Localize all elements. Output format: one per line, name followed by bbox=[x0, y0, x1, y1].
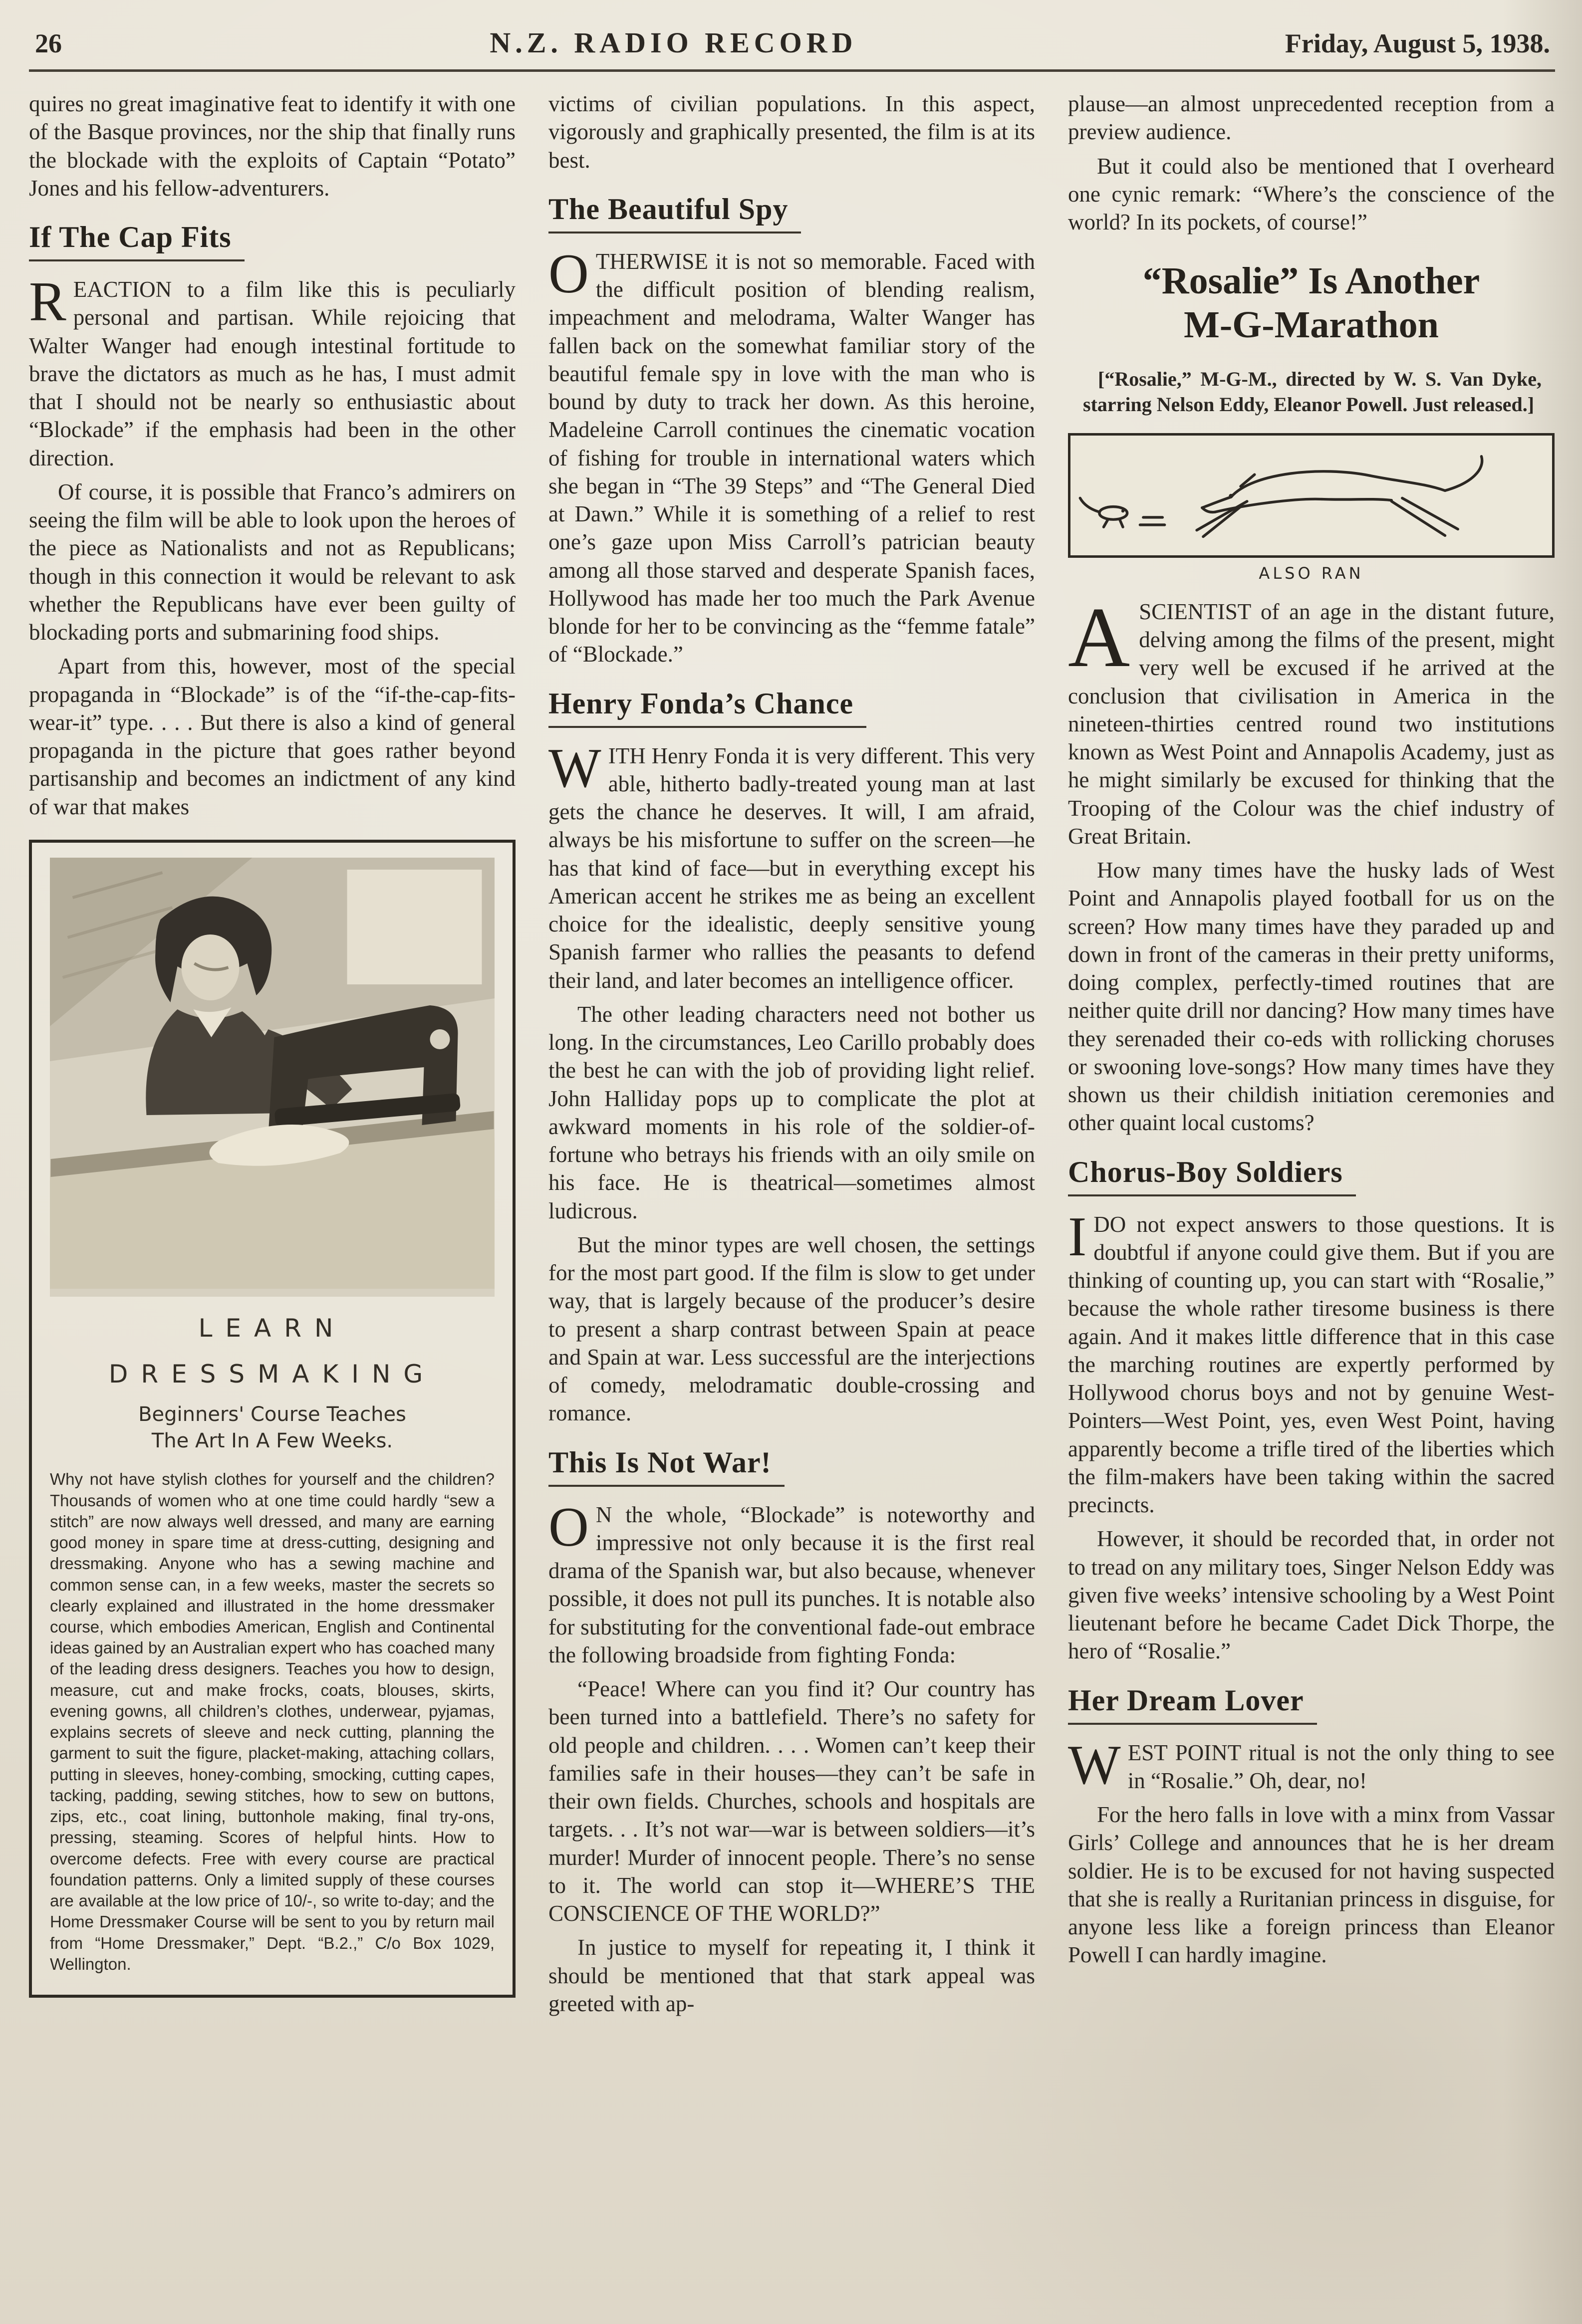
column-1 bbox=[29, 90, 516, 2024]
dropcap-letter: I bbox=[1068, 1205, 1087, 1268]
paragraph-continuation: quires no great imaginative feat to identify it with one of the Basque provinces, nor the ship that finally runs the blockade with the exploits of Captain “Potato” Jones and his fellow-adventurers. bbox=[29, 91, 516, 201]
paragraph bbox=[1068, 1734, 1555, 1796]
dropcap-letter: A bbox=[1068, 590, 1130, 685]
paragraph-text: N the whole, “Blockade” is noteworthy and impressive not only because it is the first real drama of the Spanish war, but also because, whenever possible, it does not pull its punches. It is notable also for substituting for the conventional fade-out embrace the following broadside from fighting Fonda: bbox=[548, 1502, 1035, 1667]
paragraph: Apart from this, however, most of the special propaganda in “Blockade” is of the “if-the-cap-fits-wear-it” type. . . . But there is also a kind of general propaganda in the picture that goes rather beyond partisanship and becomes an indictment of any kind of war that makes bbox=[29, 654, 516, 819]
paragraph-continuation: victims of civilian populations. In this aspect, vigorously and graphically presented, the film is at its best. bbox=[548, 91, 1035, 173]
paragraph bbox=[1068, 1205, 1555, 1519]
ad-subtitle-line2: The Art In A Few Weeks. bbox=[151, 1429, 393, 1452]
dressmaking-advertisement bbox=[29, 840, 516, 1998]
heading-text: The Beautiful Spy bbox=[548, 192, 801, 233]
heading-henry-fondas-chance bbox=[548, 687, 1035, 728]
paragraph: But it could also be mentioned that I overheard one cynic remark: “Where’s the conscience of the world? In its pockets, of course!” bbox=[1068, 153, 1555, 234]
article-columns bbox=[29, 90, 1555, 2024]
running-dog-cartoon-drawing bbox=[1070, 436, 1552, 555]
cartoon-caption: ALSO RAN bbox=[1259, 563, 1364, 583]
feature-heading-rosalie bbox=[1068, 259, 1555, 347]
heading-her-dream-lover bbox=[1068, 1683, 1555, 1725]
paragraph-quote: “Peace! Where can you find it? Our country has been turned into a battlefield. There’s no safety for old people and children. . . . Women can’t keep their families safe in their houses—they can’t be safe in their own fields. Churches, schools and hospitals are targets. . . It’s not war—war is between soldiers—it’s murder! Murder of innocent people. There’s no sense to it. The world can stop it—WHERE’S THE CONSCIENCE OF THE WORLD?” bbox=[548, 1676, 1035, 1926]
paragraph bbox=[29, 271, 516, 472]
column-2 bbox=[548, 90, 1035, 2024]
ad-subtitle-line1: Beginners' Course Teaches bbox=[138, 1402, 406, 1426]
paragraph bbox=[548, 737, 1035, 994]
film-credit-block: [“Rosalie,” M-G-M., directed by W. S. Van Dyke, starring Nelson Eddy, Eleanor Powell. Just released.] bbox=[1083, 367, 1542, 416]
paragraph bbox=[1068, 590, 1555, 850]
issue-date: Friday, August 5, 1938. bbox=[1285, 28, 1550, 58]
paragraph: How many times have the husky lads of West Point and Annapolis played football for us on the screen? How many times have they paraded up and down in front of the cameras in their pretty uniforms, doing complex, perfectly-timed routines that are neither quite drill nor dancing? How many times have they serenaded their co-eds with rollicking choruses or swooning love-songs? How many times have they shown us their childish initiation ceremonies and other quaint local customs? bbox=[1068, 858, 1555, 1136]
paragraph: However, it should be recorded that, in order not to tread on any military toes, Singer Nelson Eddy was given five weeks’ intensive schooling by a West Point lieutenant before he became Cadet Dick Thorpe, the hero of “Rosalie.” bbox=[1068, 1526, 1555, 1664]
paragraph: But the minor types are well chosen, the settings for the most part good. If the film is slow to get under way, that is largely because of the producer’s desire to present a sharp contrast between Spain at peace and Spain at war. Less successful are the interjections of comedy, melodramatic double-crossing and romance. bbox=[548, 1232, 1035, 1426]
paragraph-text: THERWISE it is not so memorable. Faced with the difficult position of blending realism, impeachment and melodrama, Walter Wanger has fallen back on the somewhat familiar story of the beautiful female spy in love with the man who is bound by duty to track her down. As this heroine, Madeleine Carroll continues the cinematic vocation of fishing for trouble in international waters which she began in “The 39 Steps” and “The General Died at Dawn.” While it is something of a relief to rest one’s gaze upon Miss Carroll’s patrician beauty among all those starved and desperate Spanish faces, Hollywood has made her too much the Park Avenue blonde for her to be convincing as the “femme fatale” of “Blockade.” bbox=[548, 248, 1035, 667]
dropcap-letter: O bbox=[548, 1496, 589, 1558]
dropcap-letter: W bbox=[1068, 1734, 1121, 1796]
heading-this-is-not-war bbox=[548, 1445, 1035, 1487]
paragraph bbox=[548, 1496, 1035, 1669]
paragraph-text: EST POINT ritual is not the only thing to see in “Rosalie.” Oh, dear, no! bbox=[1127, 1740, 1555, 1793]
heading-chorus-boy-soldiers bbox=[1068, 1155, 1555, 1196]
masthead-title: N.Z. RADIO RECORD bbox=[490, 26, 857, 59]
dropcap-letter: R bbox=[29, 271, 66, 333]
heading-text: Chorus-Boy Soldiers bbox=[1068, 1155, 1356, 1196]
header-rule bbox=[29, 69, 1555, 72]
ad-title-learn: LEARN bbox=[198, 1313, 346, 1343]
sewing-woman-drawing bbox=[50, 858, 495, 1297]
heading-text: This Is Not War! bbox=[548, 1445, 785, 1487]
paragraph-text: DO not expect answers to those questions. It is doubtful if anyone could give them. But if you are thinking of counting up, you can start with “Rosalie,” because the whole rather tiresome business is there again. And it makes little difference that in this case the marching routines are expertly performed by Hollywood chorus boys and not by genuine West-Pointers—West Point, yes, even West Point, having apparently become a trifle tired of the liberties which the film-makers have been taking within the sacred precincts. bbox=[1068, 1211, 1555, 1518]
also-ran-cartoon bbox=[1068, 433, 1555, 583]
heading-text: Her Dream Lover bbox=[1068, 1683, 1317, 1725]
column-3 bbox=[1068, 90, 1555, 2024]
paragraph: Of course, it is possible that Franco’s admirers on seeing the film will be able to look upon the heroes of the piece as Nationalists and not as Republicans; though in this connection it would be relevant to ask whether the Republicans have ever been guilty of blockading ports and submarining food ships. bbox=[29, 479, 516, 645]
paragraph-continuation: plause—an almost unprecedented reception from a preview audience. bbox=[1068, 91, 1555, 145]
ad-subtitle bbox=[50, 1401, 495, 1454]
dropcap-letter: W bbox=[548, 737, 601, 799]
heading-text: Henry Fonda’s Chance bbox=[548, 687, 866, 728]
heading-the-beautiful-spy bbox=[548, 192, 1035, 233]
cartoon-frame bbox=[1068, 433, 1555, 558]
heading-text: If The Cap Fits bbox=[29, 220, 245, 261]
paragraph: For the hero falls in love with a minx from Vassar Girls’ College and announces that he is her dream soldier. He is to be excused for not having suspected that she is really a Ruritanian princess in disguise, for anyone less like a foreign princess than Eleanor Powell I can hardly imagine. bbox=[1068, 1802, 1555, 1968]
heading-if-the-cap-fits bbox=[29, 220, 516, 261]
paragraph-text: EACTION to a film like this is peculiarly personal and partisan. While rejoicing that Walter Wanger had enough intestinal fortitude to brave the dictators as much as he has, I must admit that I should not be nearly so enthusiastic about “Blockade” if the emphasis had been in the other direction. bbox=[29, 277, 516, 470]
feature-heading-line1: “Rosalie” Is Another bbox=[1142, 260, 1480, 302]
page-number: 26 bbox=[35, 28, 62, 58]
page-header bbox=[29, 15, 1555, 67]
feature-heading-line2: M-G-Marathon bbox=[1184, 304, 1439, 346]
ad-body-text: Why not have stylish clothes for yourself and the children? Thousands of women who at one time could hardly “sew a stitch” are now always well dressed, and many are earning good money in spare time at dress-cutting, designing and dressmaking. Anyone who has a sewing machine and common sense can, in a few weeks, master the secrets so clearly explained and illustrated in the home dressmaker course, which embodies American, English and Continental ideas gained by an Australian expert who has coached many of the leading dress designers. Teaches you how to design, measure, cut and make frocks, coats, blouses, skirts, evening gowns, all children’s clothes, underwear, pyjamas, explains secrets of sleeve and neck cutting, planning the garment to suit the figure, placket-making, attaching collars, putting in sleeves, honey-combing, smocking, cutting capes, tacking, padding, sewing stitches, how to sew on buttons, zips, etc., coat lining, buttonhole making, final try-ons, pressing, steaming. Scores of helpful hints. How to overcome defects. Free with every course are practical foundation patterns. Only a limited supply of these courses are available at the low price of 10/-, so write to-day; and the Home Dressmaker Course will be sent to you by return mail from “Home Dressmaker,” Dept. “B.2.,” C/o Box 1029, Wellington. bbox=[50, 1470, 495, 1973]
paragraph: The other leading characters need not bother us long. In the circumstances, Leo Carillo probably does the best he can with the job of providing light relief. John Halliday pops up to complicate the plot at awkward moments in his role of the soldier-of-fortune who betrays his friends with an oily smile on his face. He is theatrical—sometimes almost ludicrous. bbox=[548, 1001, 1035, 1223]
paragraph: In justice to myself for repeating it, I think it should be mentioned that that stark appeal was greeted with ap- bbox=[548, 1935, 1035, 2016]
paragraph-text: SCIENTIST of an age in the distant future, delving among the films of the present, might very well be excused if he arrived at the conclusion that civilisation in America in the nineteen-thirties centred round two institutions known as West Point and Annapolis Academy, just as he might similarly be excused for thinking that the Trooping of the Colour was the chief industry of Great Britain. bbox=[1068, 599, 1555, 849]
ad-title-dressmaking: DRESSMAKING bbox=[108, 1359, 436, 1389]
paragraph bbox=[548, 242, 1035, 669]
sewing-woman-illustration bbox=[50, 858, 495, 1297]
paragraph-text: ITH Henry Fonda it is very different. This very able, hitherto badly-treated young man at last gets the chance he deserves. It will, I am afraid, always be his misfortune to suffer on the screen—he has that kind of face—but in everything except his American accent he strikes me as being an excellent choice for the idealistic, deeply sensitive young Spanish farmer who rallies the peasants to defend their land, and later becomes an intelligence officer. bbox=[548, 743, 1035, 993]
dropcap-letter: O bbox=[548, 242, 589, 305]
